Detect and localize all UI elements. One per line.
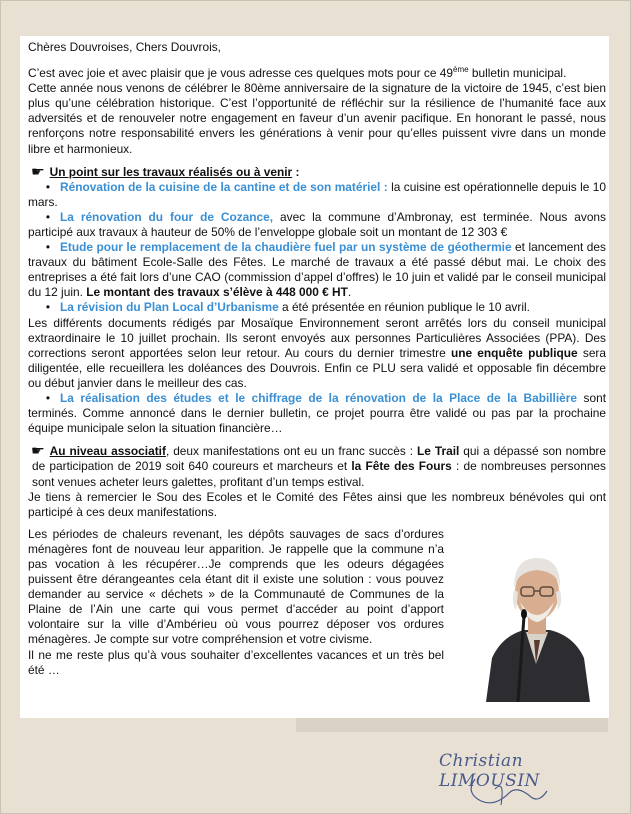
item-amount: Le montant des travaux s’élève à 448 000 € HT xyxy=(86,285,348,300)
intro-paragraph: Cette année nous venons de célébrer le 80ème anniversaire de la signature de la victoire de 1945, c’est bien plus qu’une célébration historique. C’est l’opportunité de réfléchir sur la résilience de l’humanité face aux adversités et de renouveler notre engagement en faveur d’un avenir pacifique. En honorant le passé, nous renforçons notre responsabilité envers les générations à venir pour qu’elles puissent vivre dans un monde libre et harmonieux. xyxy=(28,81,606,156)
item-title: La réalisation des études et le chiffrage de la rénovation de la Place de la Babillière xyxy=(60,391,578,406)
intro-line xyxy=(28,62,606,81)
closing-block xyxy=(28,527,444,678)
plu-text: Les différents documents rédigés par Mosaïque Environnement seront arrêtés lors du conseil municipal extraordinaire le 10 juillet prochain. Ils seront envoyés aux personnes Particulières Associées (PPA). Des corrections seront apportées selon leur retour. Au cours du dernier trimestre xyxy=(28,315,606,360)
works-heading-colon: : xyxy=(292,164,300,179)
bullet-icon: • xyxy=(45,209,50,224)
item-text: avec la commune d’Ambronay, est terminée. Nous avons participé aux travaux à hauteur de 50% de l’enveloppe globale soit un montant de 12 303 € xyxy=(28,209,606,239)
greeting: Chères Douvroises, Chers Douvrois, xyxy=(28,40,221,54)
item-text: la cuisine est opérationnelle depuis le 10 mars. xyxy=(28,179,606,209)
intro-text: C’est avec joie et avec plaisir que je vous adresse ces quelques mots pour ce 49 xyxy=(28,66,453,81)
plu-paragraph xyxy=(28,316,606,391)
item-title: La révision du Plan Local d’Urbanisme xyxy=(60,300,279,315)
thanks-paragraph: Je tiens à remercier le Sou des Ecoles et le Comité des Fêtes ainsi que les nombreux bénévoles qui ont participé à ces deux manifestations. xyxy=(28,489,606,519)
event-trail: Le Trail xyxy=(417,444,460,459)
item-title: Etude pour le remplacement de la chaudière fuel par un système de géothermie xyxy=(60,240,512,255)
intro-text-end: bulletin municipal. xyxy=(468,66,567,81)
bullet-icon: • xyxy=(45,391,50,406)
signature xyxy=(435,745,615,809)
list-item xyxy=(28,391,606,436)
plu-bold: une enquête publique xyxy=(450,345,578,360)
works-heading xyxy=(28,164,606,180)
list-item xyxy=(28,210,606,240)
list-item xyxy=(28,300,606,315)
assoc-text: qui a dépassé son nombre de participation de 2019 soit 640 coureurs et marcheurs et xyxy=(32,444,607,474)
item-text: et lancement des travaux du bâtiment Ecole-Salle des Fêtes. Le marché de travaux a été passé début mai. Le choix des entreprises a été fait lors d’une CAO (commission d’appel d’offres) le 10 juin et validé par le conseil municipal du 12 juin. xyxy=(28,240,606,300)
wishes-paragraph: Il ne me reste plus qu’à vous souhaiter d’excellentes vacances et un très bel été … xyxy=(28,647,444,677)
signature-name: Christian LIMOUSIN xyxy=(439,751,540,791)
assoc-heading: Au niveau associatif xyxy=(49,444,166,459)
list-item xyxy=(28,240,606,300)
item-text: a été présentée en réunion publique le 10 avril. xyxy=(278,300,530,315)
ordinal-suffix: ème xyxy=(453,65,469,75)
pointing-hand-icon: ☛ xyxy=(30,163,45,179)
item-text: sont terminés. Comme annoncé dans le dernier bulletin, ce projet pourra être validé ou pas par la prochaine équipe municipale selon la situation financière… xyxy=(28,391,606,436)
assoc-text: , deux manifestations ont eu un franc succès : xyxy=(165,444,418,459)
list-item xyxy=(28,180,606,210)
item-title: La rénovation du four de Cozance, xyxy=(60,209,274,224)
works-heading-text: Un point sur les travaux réalisés ou à venir xyxy=(49,164,293,179)
bullet-icon: • xyxy=(45,179,50,194)
signature-divider xyxy=(296,718,608,732)
assoc-paragraph xyxy=(28,443,606,489)
pointing-hand-icon: ☛ xyxy=(30,443,45,459)
closing-paragraph: Les périodes de chaleurs revenant, les dépôts sauvages de sacs d’ordures ménagères font de nouveau leur apparition. Je rappelle que la commune n’a pas vocation à les récupérer…Je comprends que les odeurs dégagées puissent être dérangeantes cela étant dit il existe une solution : vous pouvez demander au service « déchets » de la Communauté de Communes de la Plaine de l’Ain une carte qui vous permet d’accéder au point d’apport volontaire sur la ville d’Ambérieu où vous pourrez déposer vos ordures ménagères. Je compte sur votre compréhension et votre civisme. xyxy=(28,526,444,647)
bullet-icon: • xyxy=(45,240,50,255)
bullet-icon: • xyxy=(45,300,50,315)
mayor-photo xyxy=(478,540,596,702)
item-text-end: . xyxy=(347,285,352,300)
event-fete-des-fours: la Fête des Fours xyxy=(351,459,452,474)
item-title: Rénovation de la cuisine de la cantine et de son matériel : xyxy=(60,179,388,194)
assoc-text: : de nombreuses personnes sont venues acheter leurs galettes, profitant d’un temps estival. xyxy=(32,459,606,489)
plu-text-end: sera diligentée, elle recueillera les doléances des Douvrois. Enfin ce PLU sera validé et opposable fin décembre ou début janvier dans le meilleur des cas. xyxy=(28,345,607,390)
